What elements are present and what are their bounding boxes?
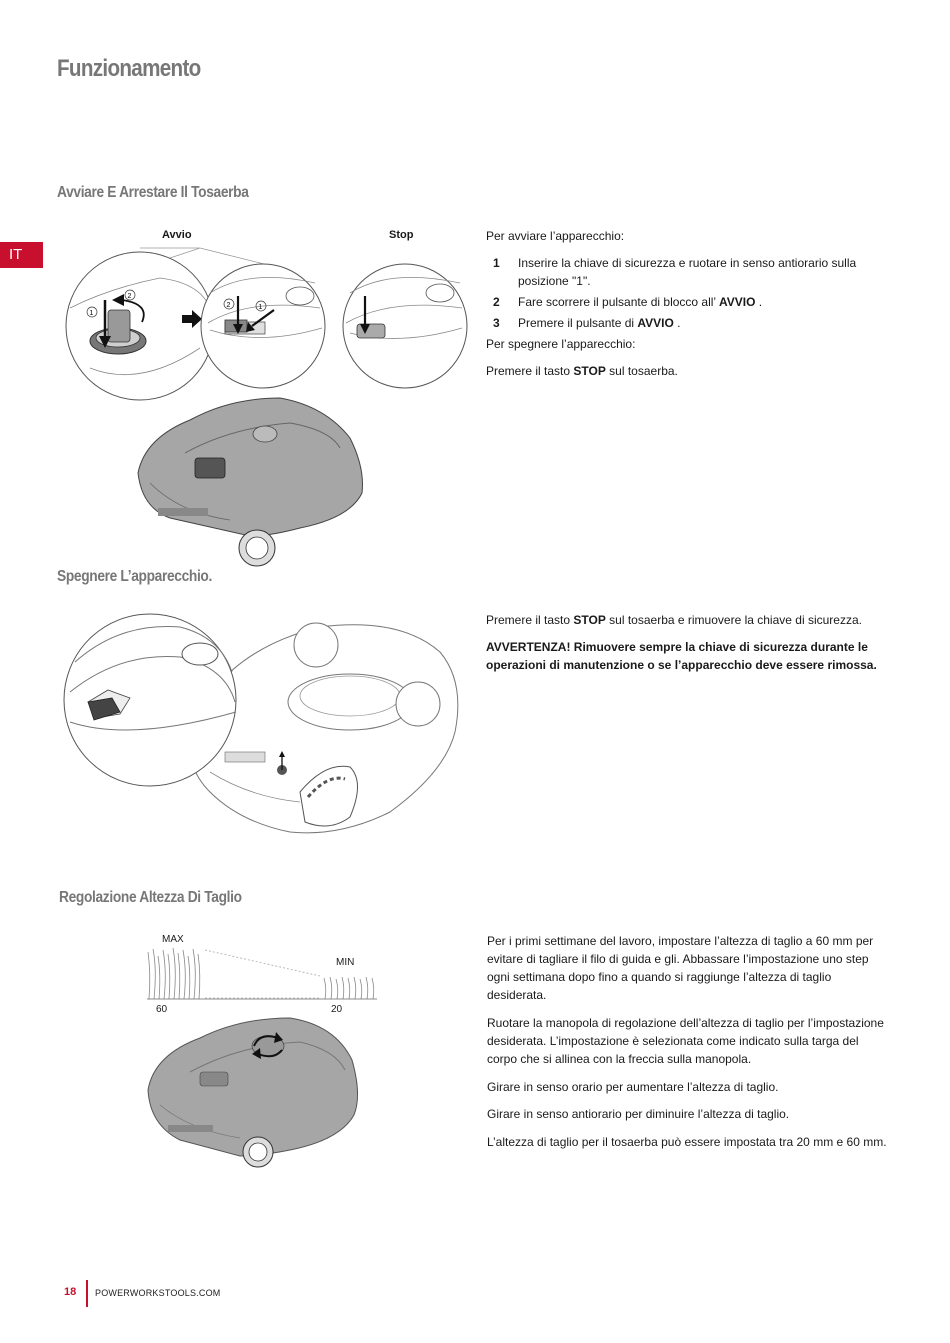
step-text: Fare scorrere il pulsante di blocco all’ AVVIO . — [518, 295, 763, 309]
svg-text:2: 2 — [226, 302, 231, 309]
step-number: 3 — [493, 316, 500, 330]
stop-instruction: Premere il tasto STOP sul tosaerba. — [486, 364, 678, 378]
step-text: Inserire la chiave di sicurezza e ruotare in senso antiorario sulla posizione "1". — [518, 256, 857, 288]
short-grass — [324, 977, 374, 999]
section-heading-cutting-height: Regolazione Altezza Di Taglio — [59, 889, 242, 906]
label-start: Avvio — [162, 229, 192, 241]
label-stop: Stop — [389, 229, 414, 241]
svg-text:2: 2 — [127, 293, 132, 300]
cutting-height-paragraph-3: Girare in senso orario per aumentare l’altezza di taglio. — [487, 1080, 779, 1094]
section-heading-switch-off: Spegnere L’apparecchio. — [57, 568, 212, 585]
stop-key-removal-detail — [64, 614, 236, 786]
page-title: Funzionamento — [57, 55, 201, 82]
stop-button-detail — [343, 264, 467, 388]
grass-height-diagram — [145, 944, 385, 1004]
key-turn-detail — [66, 252, 214, 400]
cutting-height-paragraph-1: Per i primi settimane del lavoro, impostare l’altezza di taglio a 60 mm per evitare di tagliare il filo di guida e gli. Abbassare l’impostazione uno step ogni settimana dopo fino a quando si raggiunge l’altezza di taglio desiderata. — [487, 934, 874, 1002]
step-text: Premere il pulsante di AVVIO . — [518, 316, 681, 330]
start-intro: Per avviare l’apparecchio: — [486, 229, 625, 243]
switch-off-instruction: Premere il tasto STOP sul tosaerba e rimuovere la chiave di sicurezza. — [486, 613, 862, 627]
start-stop-illustration — [50, 238, 480, 568]
step-number: 1 — [493, 256, 500, 270]
cutting-height-paragraph-2: Ruotare la manopola di regolazione dell’altezza di taglio per l’impostazione desiderata. L’impostazione è selezionata come indicato sulla targa del corpo che si allinea con la freccia sulla manopola. — [487, 1016, 884, 1066]
tall-grass — [148, 948, 200, 999]
language-tab: IT — [0, 242, 43, 268]
label-height-20: 20 — [331, 1004, 343, 1015]
stop-intro: Per spegnere l’apparecchio: — [486, 337, 636, 351]
height-adjust-mower-illustration — [140, 1010, 370, 1170]
footer-website: POWERWORKSTOOLS.COM — [95, 1288, 221, 1298]
safety-warning: AVVERTENZA! Rimuovere sempre la chiave di sicurezza durante le operazioni di manutenzione o se l’apparecchio deve essere rimossa. — [486, 640, 877, 672]
cutting-height-paragraph-5: L’altezza di taglio per il tosaerba può essere impostata tra 20 mm e 60 mm. — [487, 1135, 887, 1149]
mower-illustration — [138, 398, 363, 566]
slide-button-detail — [201, 264, 325, 388]
svg-text:1: 1 — [89, 310, 94, 317]
label-min: MIN — [336, 957, 355, 968]
label-max: MAX — [162, 934, 184, 945]
cutting-height-paragraph-4: Girare in senso antiorario per diminuire l’altezza di taglio. — [487, 1107, 790, 1121]
label-height-60: 60 — [156, 1004, 168, 1015]
step-number: 2 — [493, 295, 500, 309]
svg-text:1: 1 — [258, 304, 263, 311]
footer-divider — [86, 1280, 88, 1307]
page-number: 18 — [64, 1286, 77, 1298]
switch-off-illustration — [60, 612, 470, 842]
section-heading-start-stop: Avviare E Arrestare Il Tosaerba — [57, 184, 249, 201]
